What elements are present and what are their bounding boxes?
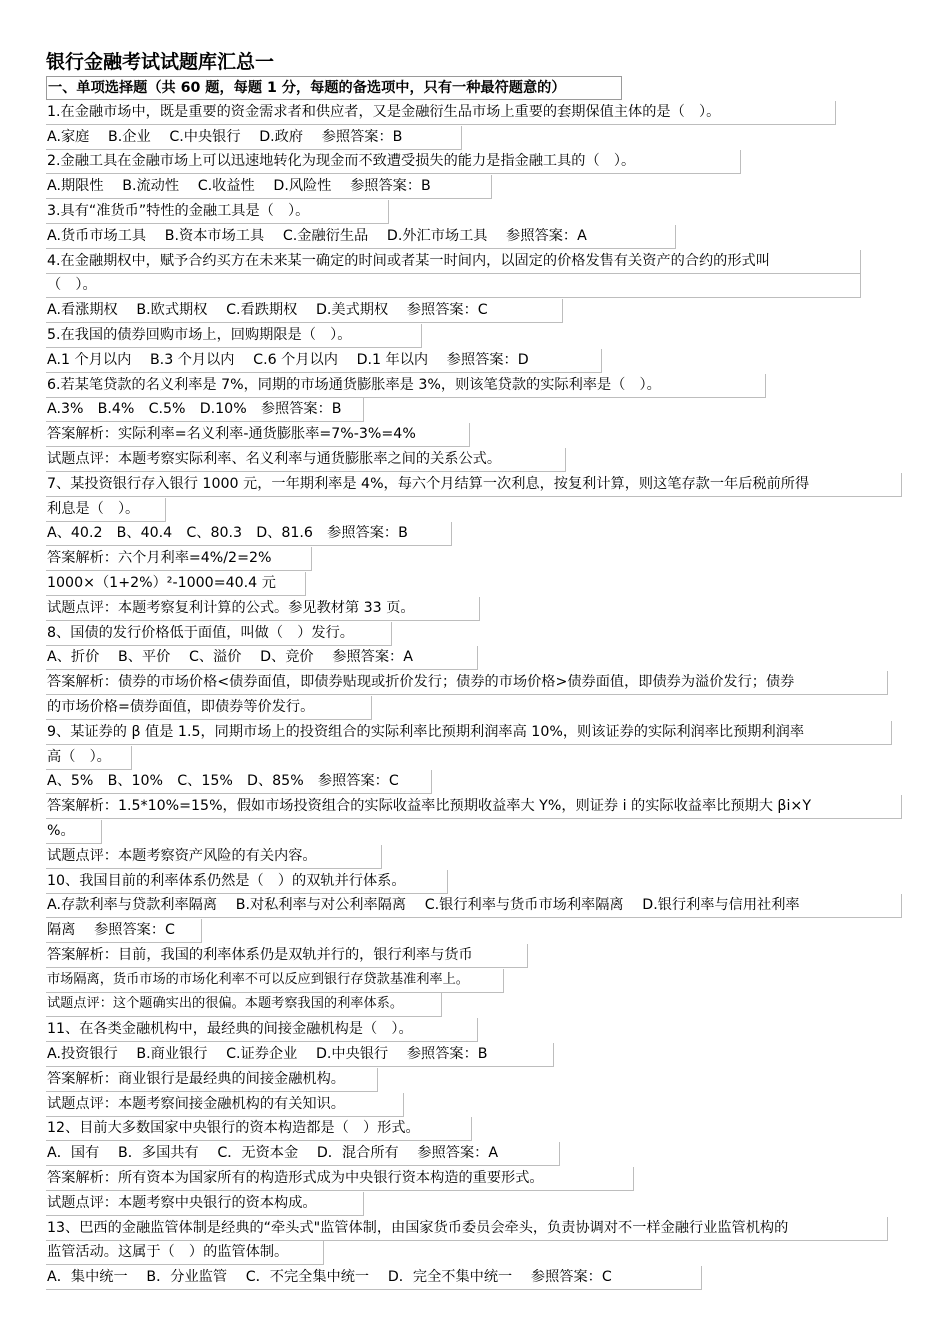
document-line: [46, 721, 906, 746]
document-line: [46, 1018, 906, 1043]
line-text: 4.在金融期权中，赋予合约买方在未来某一确定的时间或者某一时间内，以固定的价格发售有关资产的合约的形式叫: [46, 250, 861, 274]
document-line: [46, 175, 906, 200]
section-heading: [46, 76, 906, 101]
line-text: A.3% B.4% C.5% D.10% 参照答案：B: [46, 398, 364, 422]
document-line: [46, 919, 906, 944]
line-text: 答案解析：债券的市场价格<债券面值，即债券贴现或折价发行；债券的市场价格>债券面值，即债券为溢价发行；债券: [46, 671, 888, 695]
line-text: A、5% B、10% C、15% D、85% 参照答案：C: [46, 770, 432, 794]
document-line: [46, 671, 906, 696]
line-text: 答案解析：实际利率=名义利率-通货膨胀率=7%-3%=4%: [46, 423, 470, 447]
line-text: 5.在我国的债券回购市场上，回购期限是（ ）。: [46, 324, 422, 348]
line-text: 答案解析：所有资本为国家所有的构造形式成为中央银行资本构造的重要形式。: [46, 1167, 634, 1191]
line-text: A、折价 B、平价 C、溢价 D、竞价 参照答案：A: [46, 646, 478, 670]
document-line: [46, 870, 906, 895]
line-text: A.货币市场工具 B.资本市场工具 C.金融衍生品 D.外汇市场工具 参照答案：A: [46, 225, 676, 249]
line-text: %。: [46, 820, 102, 844]
line-text: 6.若某笔贷款的名义利率是 7%，同期的市场通货膨胀率是 3%，则该笔贷款的实际利率是（ ）。: [46, 374, 766, 398]
document-line: [46, 993, 906, 1018]
line-text: A．国有 B．多国共有 C．无资本金 D．混合所有 参照答案：A: [46, 1142, 560, 1166]
document-line: [46, 200, 906, 225]
document-page: [46, 50, 906, 1291]
line-text: 答案解析：1.5*10%=15%，假如市场投资组合的实际收益率比预期收益率大 Y%，则证券 i 的实际收益率比预期大 βi×Y: [46, 795, 902, 819]
document-line: [46, 473, 906, 498]
line-text: A.家庭 B.企业 C.中央银行 D.政府 参照答案：B: [46, 126, 462, 150]
document-line: [46, 398, 906, 423]
line-text: A、40.2 B、40.4 C、80.3 D、81.6 参照答案：B: [46, 522, 452, 546]
document-line: [46, 1192, 906, 1217]
line-text: 试题点评：本题考察资产风险的有关内容。: [46, 845, 382, 869]
line-text: 9、某证券的 β 值是 1.5，同期市场上的投资组合的实际利率比预期利润率高 10%，则该证券的实际利润率比预期利润率: [46, 721, 892, 745]
document-line: [46, 522, 906, 547]
line-text: 11、在各类金融机构中，最经典的间接金融机构是（ ）。: [46, 1018, 478, 1042]
line-text: 试题点评：本题考察间接金融机构的有关知识。: [46, 1093, 404, 1117]
line-text: 利息是（ ）。: [46, 498, 166, 522]
document-line: [46, 1117, 906, 1142]
line-text: 1000×（1+2%）²-1000=40.4 元: [46, 572, 306, 596]
document-line: [46, 1266, 906, 1291]
document-line: [46, 696, 906, 721]
document-line: [46, 622, 906, 647]
line-text: （ ）。: [46, 274, 861, 298]
line-text: 答案解析：目前，我国的利率体系仍是双轨并行的，银行利率与货币: [46, 944, 528, 968]
line-text: 的市场价格=债券面值，即债券等价发行。: [46, 696, 372, 720]
document-line: [46, 746, 906, 771]
line-text: 13、巴西的金融监管体制是经典的“牵头式"监管体制，由国家货币委员会牵头，负责协调对不一样金融行业监管机构的: [46, 1217, 888, 1241]
line-text: 7、某投资银行存入银行 1000 元，一年期利率是 4%，每六个月结算一次利息，按复利计算，则这笔存款一年后税前所得: [46, 473, 902, 497]
line-text: 隔离 参照答案：C: [46, 919, 202, 943]
document-line: [46, 423, 906, 448]
page-title: 银行金融考试试题库汇总一: [46, 51, 275, 73]
line-text: 12、目前大多数国家中央银行的资本构造都是（ ）形式。: [46, 1117, 472, 1141]
document-line: [46, 1043, 906, 1068]
document-line: [46, 498, 906, 523]
line-text: 答案解析：商业银行是最经典的间接金融机构。: [46, 1068, 378, 1092]
document-line: [46, 770, 906, 795]
line-text: 监管活动。这属于（ ）的监管体制。: [46, 1241, 324, 1265]
document-line: [46, 225, 906, 250]
line-text: A.存款利率与贷款利率隔离 B.对私利率与对公利率隔离 C.银行利率与货币市场利率隔离 D.银行利率与信用社利率: [46, 894, 902, 918]
document-line: [46, 250, 906, 275]
document-line: [46, 1241, 906, 1266]
document-line: [46, 1167, 906, 1192]
line-text: 2.金融工具在金融市场上可以迅速地转化为现金而不致遭受损失的能力是指金融工具的（ ）。: [46, 150, 741, 174]
document-line: [46, 299, 906, 324]
document-line: [46, 101, 906, 126]
line-text: A.看涨期权 B.欧式期权 C.看跌期权 D.美式期权 参照答案：C: [46, 299, 563, 323]
line-text: 市场隔离，货币市场的市场化利率不可以反应到银行存贷款基准利率上。: [46, 969, 504, 993]
line-text: 试题点评：本题考察实际利率、名义利率与通货膨胀率之间的关系公式。: [46, 448, 566, 472]
document-line: [46, 1093, 906, 1118]
line-text: 高（ ）。: [46, 746, 132, 770]
section-heading-text: 一、单项选择题（共 60 题，每题 1 分，每题的备选项中，只有一种最符题意的）: [46, 76, 622, 100]
document-line: [46, 126, 906, 151]
document-line: [46, 969, 906, 994]
document-line: [46, 274, 906, 299]
document-line: [46, 1142, 906, 1167]
document-line: [46, 547, 906, 572]
question-list: [46, 101, 906, 1291]
document-line: [46, 820, 906, 845]
document-line: [46, 324, 906, 349]
document-line: [46, 597, 906, 622]
line-text: 试题点评：本题考察复利计算的公式。参见教材第 33 页。: [46, 597, 480, 621]
document-line: [46, 894, 906, 919]
line-text: 试题点评：这个题确实出的很偏。本题考察我国的利率体系。: [46, 993, 442, 1017]
line-text: 试题点评：本题考察中央银行的资本构成。: [46, 1192, 364, 1216]
document-line: [46, 944, 906, 969]
line-text: 3.具有“准货币”特性的金融工具是（ ）。: [46, 200, 389, 224]
line-text: A.期限性 B.流动性 C.收益性 D.风险性 参照答案：B: [46, 175, 492, 199]
document-line: [46, 448, 906, 473]
document-line: [46, 1217, 906, 1242]
document-line: [46, 1068, 906, 1093]
line-text: A．集中统一 B．分业监管 C．不完全集中统一 D．完全不集中统一 参照答案：C: [46, 1266, 702, 1290]
line-text: 1.在金融市场中，既是重要的资金需求者和供应者，又是金融衍生品市场上重要的套期保值主体的是（ ）。: [46, 101, 836, 125]
document-line: [46, 845, 906, 870]
document-line: [46, 646, 906, 671]
document-line: [46, 150, 906, 175]
document-line: [46, 349, 906, 374]
document-line: [46, 795, 906, 820]
line-text: A.投资银行 B.商业银行 C.证券企业 D.中央银行 参照答案：B: [46, 1043, 554, 1067]
line-text: A.1 个月以内 B.3 个月以内 C.6 个月以内 D.1 年以内 参照答案：D: [46, 349, 602, 373]
line-text: 答案解析：六个月利率=4%/2=2%: [46, 547, 312, 571]
line-text: 10、我国目前的利率体系仍然是（ ）的双轨并行体系。: [46, 870, 448, 894]
document-line: [46, 374, 906, 399]
line-text: 8、国债的发行价格低于面值，叫做（ ）发行。: [46, 622, 392, 646]
document-line: [46, 572, 906, 597]
